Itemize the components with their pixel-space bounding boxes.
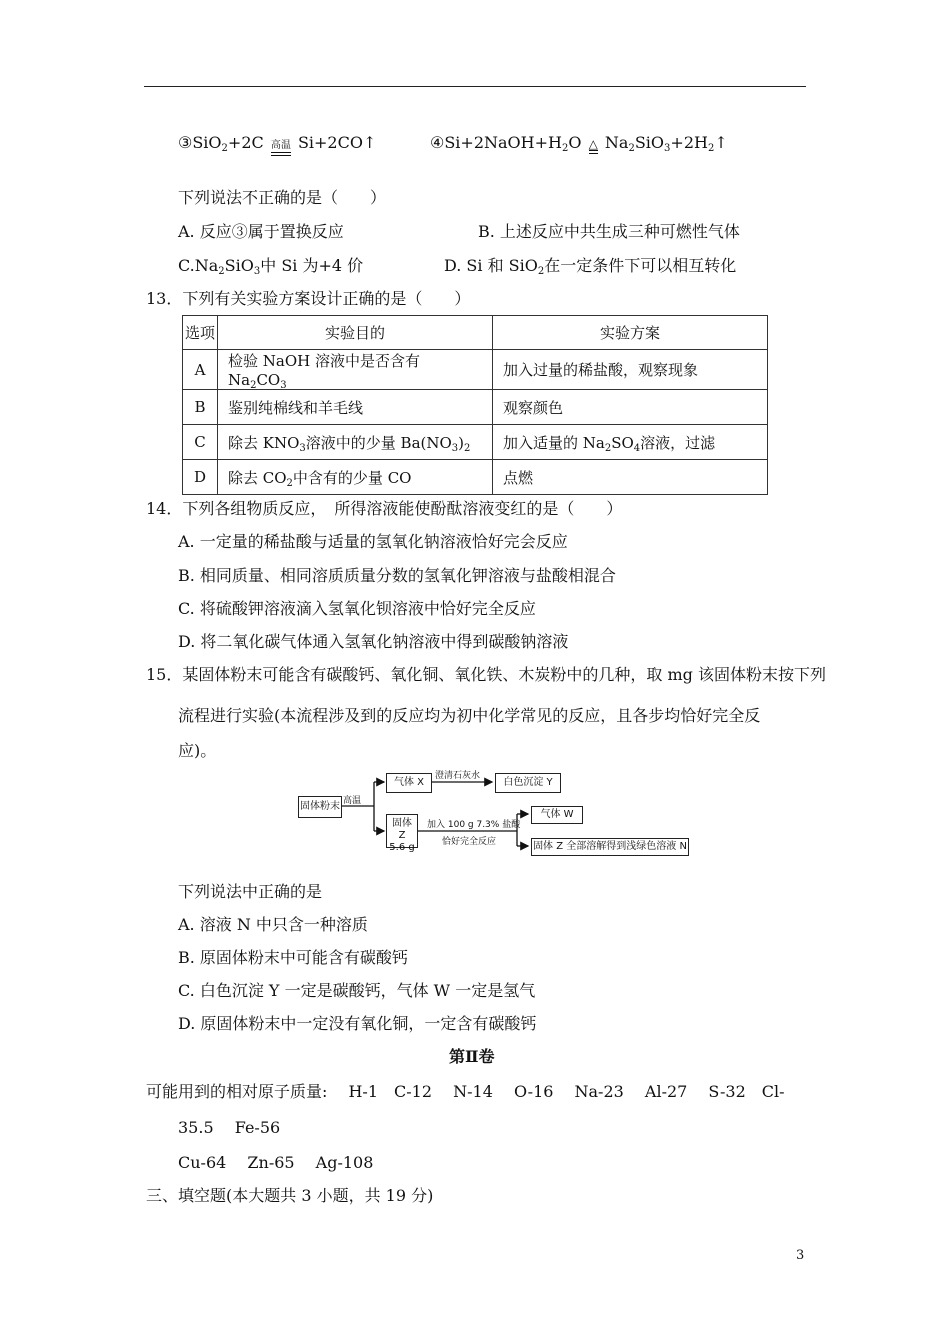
q14-option-b: B. 相同质量、相同溶质质量分数的氢氧化钾溶液与盐酸相混合 (178, 566, 616, 585)
q15-line2: 流程进行实验(本流程涉及到的反应均为初中化学常见的反应，且各步均恰好完全反 (178, 706, 761, 725)
row-goal: 除去 $KNO_3$溶液中的少量 $Ba(NO_3)_2$ (218, 425, 493, 460)
col-header-goal: 实验目的 (218, 316, 493, 350)
row-option: C (183, 425, 218, 460)
q12-option-b: B. 上述反应中共生成三种可燃性气体 (478, 222, 740, 241)
q15-option-d: D. 原固体粉末中一定没有氧化铜，一定含有碳酸钙 (178, 1014, 537, 1033)
solid-z-label: 固体 Z (392, 818, 412, 841)
flow-node-gas-x: 气体 X (386, 773, 432, 793)
row-goal: 检验 NaOH 溶液中是否含有 $Na_2CO_3$ (218, 350, 493, 390)
col-header-option: 选项 (183, 316, 218, 350)
flow-node-powder: 固体粉末 (298, 796, 342, 818)
row-plan: 加入适量的 $Na_2SO_4$溶液，过滤 (493, 425, 768, 460)
flow-node-gas-w: 气体 W (531, 806, 583, 824)
flow-node-solution-n: 固体 Z 全部溶解得到浅绿色溶液 N (531, 838, 689, 856)
q15-option-b: B. 原固体粉末中可能含有碳酸钙 (178, 948, 408, 967)
row-plan: 点燃 (493, 460, 768, 495)
q12-option-a: A. 反应③属于置换反应 (178, 222, 344, 241)
q12-stem: 下列说法不正确的是（ ） (178, 188, 387, 207)
q12-option-c: $C.Na_2SiO_3$中 Si 为+4 价 (178, 256, 364, 277)
flow-node-precipitate-y: 白色沉淀 Y (495, 773, 561, 793)
atomic-masses-line1: 可能用到的相对原子质量: H-1 C-12 N-14 O-16 Na-23 Al-27 S-32 Cl- (146, 1082, 785, 1101)
reaction-3: ③SiO$_2$+2C 高温 Si+2CO↑ (178, 133, 377, 154)
q15-option-a: A. 溶液 N 中只含一种溶质 (178, 915, 368, 934)
atomic-masses-line3: Cu-64 Zn-65 Ag-108 (178, 1153, 374, 1172)
q15-line3: 应)。 (178, 741, 217, 760)
row-plan: 加入过量的稀盐酸，观察现象 (493, 350, 768, 390)
row-option: A (183, 350, 218, 390)
col-header-plan: 实验方案 (493, 316, 768, 350)
flow-node-solid-z (386, 814, 418, 853)
q14-stem: 14．下列各组物质反应， 所得溶液能使酚酞溶液变红的是（ ） (146, 499, 623, 518)
row-goal: 鉴别纯棉线和羊毛线 (218, 390, 493, 425)
solid-z-mass: 5.6 g (389, 842, 415, 853)
flow-label-acid: 加入 100 g 7.3% 盐酸 (427, 820, 521, 830)
part2-title: 第Ⅱ卷 (449, 1047, 495, 1066)
q12-option-d: D. Si 和 SiO$_2$在一定条件下可以相互转化 (444, 256, 737, 277)
q14-option-d: D. 将二氧化碳气体通入氢氧化钠溶液中得到碳酸钠溶液 (178, 632, 569, 651)
row-goal: 除去 $CO_2$中含有的少量 CO (218, 460, 493, 495)
flow-label-high-temp: 高温 (343, 796, 362, 806)
flow-label-complete: 恰好完全反应 (442, 837, 497, 847)
q13-stem: 13．下列有关实验方案设计正确的是（ ） (146, 289, 471, 308)
q14-option-a: A. 一定量的稀盐酸与适量的氢氧化钠溶液恰好完会反应 (178, 532, 568, 551)
q14-option-c: C. 将硫酸钾溶液滴入氢氧化钡溶液中恰好完全反应 (178, 599, 536, 618)
q15-stem: 下列说法中正确的是 (178, 882, 323, 901)
atomic-masses-line2: 35.5 Fe-56 (178, 1118, 281, 1137)
row-plan: 观察颜色 (493, 390, 768, 425)
q15-option-c: C. 白色沉淀 Y 一定是碳酸钙，气体 W 一定是氢气 (178, 981, 536, 1000)
condition-heat: △ (589, 139, 598, 154)
row-option: D (183, 460, 218, 495)
q15-line1: 15．某固体粉末可能含有碳酸钙、氧化铜、氧化铁、木炭粉中的几种，取 mg 该固体粉末按下列 (146, 665, 826, 684)
page-number: 3 (796, 1248, 805, 1263)
condition-high-temp: 高温 (271, 141, 291, 156)
section-3-heading: 三、填空题(本大题共 3 小题，共 19 分) (146, 1186, 434, 1205)
flow-label-limewater: 澄清石灰水 (435, 771, 481, 781)
row-option: B (183, 390, 218, 425)
reaction-4: $④Si+2NaOH+H_2O$ △ $Na_2SiO_3+2H_2↑$ (430, 133, 728, 154)
